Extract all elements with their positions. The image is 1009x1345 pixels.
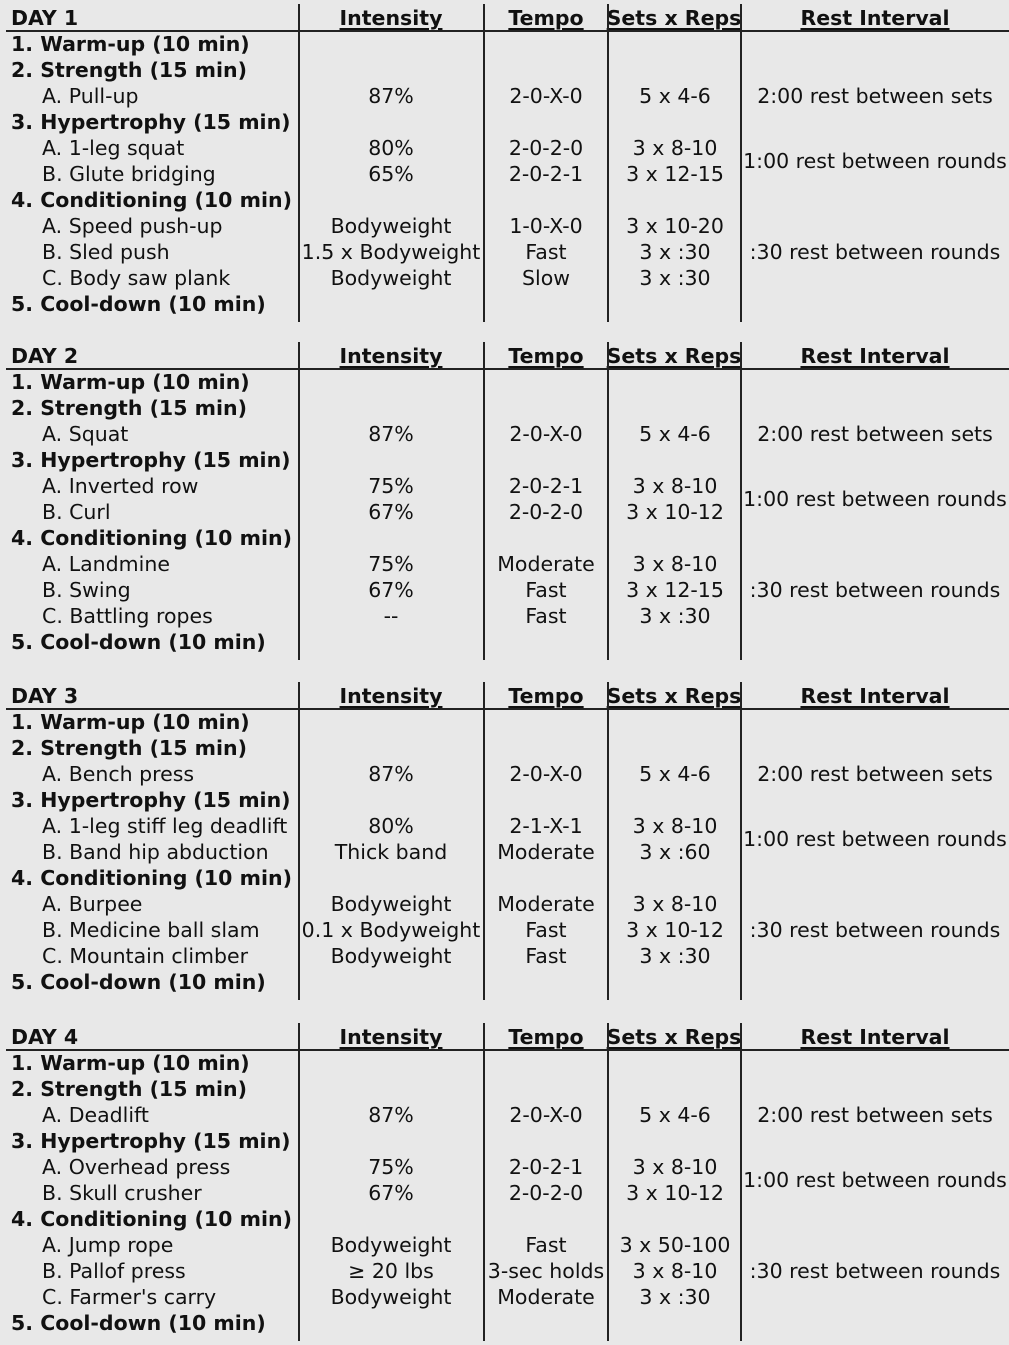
intensity-value: 80% [368,136,414,160]
intensity-value: 65% [368,162,414,186]
column-header-sets-reps: Sets x Reps [606,1025,742,1049]
intensity-value: Bodyweight [330,1285,452,1309]
exercise-name: A. 1-leg squat [42,136,185,160]
conditioning-row [0,1206,1009,1232]
sets-reps-value: 3 x 12-15 [626,162,724,186]
tempo-value: Moderate [497,1285,595,1309]
hypertrophy-row [0,109,1009,135]
strength-row [0,395,1009,421]
rest-interval: 1:00 rest between rounds [743,1168,1007,1192]
intensity-value: -- [383,604,399,628]
section-label: 2. Strength (15 min) [11,736,247,760]
tempo-value: 2-0-2-0 [508,1181,584,1205]
tempo-value: Fast [525,918,567,942]
exercise-name: B. Glute bridging [42,162,216,186]
day-title: DAY 3 [11,684,79,708]
day-header [0,1023,1009,1049]
warmup-row [0,369,1009,395]
intensity-value: 87% [368,1103,414,1127]
exercise-name: A. Bench press [42,762,195,786]
section-label: 5. Cool-down (10 min) [11,1311,266,1335]
section-label: 1. Warm-up (10 min) [11,370,250,394]
tempo-value: 2-0-X-0 [509,762,583,786]
intensity-value: Bodyweight [330,892,452,916]
tempo-value: 2-0-X-0 [509,1103,583,1127]
intensity-value: 80% [368,814,414,838]
exercise-name: C. Mountain climber [42,944,249,968]
strength-row [0,57,1009,83]
sets-reps-value: 5 x 4-6 [639,1103,711,1127]
intensity-value: Thick band [334,840,448,864]
tempo-value: Fast [525,604,567,628]
hypertrophy-row [0,447,1009,473]
exercise-name: C. Farmer's carry [42,1285,217,1309]
intensity-value: 87% [368,422,414,446]
tempo-value: Moderate [497,840,595,864]
day-title: DAY 2 [11,344,79,368]
column-header-intensity: Intensity [339,344,443,368]
exercise-name: A. Jump rope [42,1233,174,1257]
day-header [0,682,1009,708]
sets-reps-value: 3 x :30 [639,1285,711,1309]
section-label: 5. Cool-down (10 min) [11,970,266,994]
warmup-row [0,1050,1009,1076]
day-section [0,342,1009,660]
day-title: DAY 4 [11,1025,79,1049]
sets-reps-value: 3 x 8-10 [632,892,718,916]
warmup-row [0,709,1009,735]
hypertrophy-row [0,787,1009,813]
section-label: 3. Hypertrophy (15 min) [11,110,291,134]
tempo-value: Fast [525,578,567,602]
tempo-value: 3-sec holds [487,1259,605,1283]
column-header-tempo: Tempo [508,684,584,708]
rest-interval: 2:00 rest between sets [757,762,993,786]
exercise-name: A. Burpee [42,892,143,916]
exercise-name: C. Body saw plank [42,266,231,290]
tempo-value: 2-0-X-0 [509,422,583,446]
intensity-value: Bodyweight [330,944,452,968]
column-header-rest: Rest Interval [800,344,950,368]
tempo-value: 2-0-2-1 [508,1155,584,1179]
intensity-value: 67% [368,500,414,524]
intensity-value: 87% [368,762,414,786]
tempo-value: Moderate [497,552,595,576]
column-header-sets-reps: Sets x Reps [606,6,742,30]
sets-reps-value: 3 x 8-10 [632,814,718,838]
column-header-rest: Rest Interval [800,684,950,708]
sets-reps-value: 3 x 8-10 [632,474,718,498]
exercise-name: A. 1-leg stiff leg deadlift [42,814,288,838]
sets-reps-value: 3 x 10-12 [626,1181,724,1205]
exercise-row [0,551,1009,577]
sets-reps-value: 3 x 8-10 [632,552,718,576]
column-header-intensity: Intensity [339,1025,443,1049]
day-title: DAY 1 [11,6,79,30]
tempo-value: 2-0-X-0 [509,84,583,108]
exercise-row [0,603,1009,629]
section-label: 2. Strength (15 min) [11,58,247,82]
sets-reps-value: 5 x 4-6 [639,84,711,108]
rest-interval: 2:00 rest between sets [757,1103,993,1127]
exercise-name: B. Band hip abduction [42,840,269,864]
exercise-name: A. Squat [42,422,129,446]
sets-reps-value: 3 x 50-100 [619,1233,731,1257]
column-header-tempo: Tempo [508,1025,584,1049]
conditioning-row [0,187,1009,213]
sets-reps-value: 3 x 8-10 [632,1259,718,1283]
tempo-value: Fast [525,1233,567,1257]
exercise-name: B. Curl [42,500,111,524]
sets-reps-value: 3 x :30 [639,266,711,290]
sets-reps-value: 3 x 8-10 [632,136,718,160]
column-header-tempo: Tempo [508,6,584,30]
tempo-value: 2-1-X-1 [509,814,583,838]
exercise-name: A. Overhead press [42,1155,231,1179]
section-label: 2. Strength (15 min) [11,396,247,420]
exercise-name: C. Battling ropes [42,604,213,628]
sets-reps-value: 5 x 4-6 [639,422,711,446]
section-label: 1. Warm-up (10 min) [11,1051,250,1075]
section-label: 4. Conditioning (10 min) [11,526,292,550]
section-label: 1. Warm-up (10 min) [11,32,250,56]
exercise-name: B. Swing [42,578,131,602]
sets-reps-value: 5 x 4-6 [639,762,711,786]
day-header [0,342,1009,368]
intensity-value: 75% [368,1155,414,1179]
intensity-value: 75% [368,552,414,576]
sets-reps-value: 3 x :60 [639,840,711,864]
tempo-value: Moderate [497,892,595,916]
exercise-row [0,1232,1009,1258]
tempo-value: 2-0-2-1 [508,162,584,186]
sets-reps-value: 3 x 8-10 [632,1155,718,1179]
exercise-name: B. Medicine ball slam [42,918,260,942]
section-label: 3. Hypertrophy (15 min) [11,788,291,812]
section-label: 4. Conditioning (10 min) [11,1207,292,1231]
cooldown-row [0,1310,1009,1336]
section-label: 5. Cool-down (10 min) [11,292,266,316]
sets-reps-value: 3 x 12-15 [626,578,724,602]
cooldown-row [0,629,1009,655]
sets-reps-value: 3 x :30 [639,604,711,628]
sets-reps-value: 3 x 10-20 [626,214,724,238]
intensity-value: 87% [368,84,414,108]
exercise-name: B. Pallof press [42,1259,186,1283]
day-section [0,1023,1009,1341]
sets-reps-value: 3 x 10-12 [626,500,724,524]
column-header-tempo: Tempo [508,344,584,368]
exercise-name: A. Landmine [42,552,170,576]
rest-interval: 1:00 rest between rounds [743,149,1007,173]
rest-interval: 2:00 rest between sets [757,84,993,108]
tempo-value: Fast [525,944,567,968]
intensity-value: Bodyweight [330,266,452,290]
cooldown-row [0,291,1009,317]
conditioning-row [0,525,1009,551]
exercise-row [0,213,1009,239]
exercise-row [0,1284,1009,1310]
tempo-value: Slow [521,266,571,290]
section-label: 1. Warm-up (10 min) [11,710,250,734]
section-label: 4. Conditioning (10 min) [11,866,292,890]
exercise-row [0,943,1009,969]
cooldown-row [0,969,1009,995]
exercise-name: B. Sled push [42,240,170,264]
intensity-value: 67% [368,578,414,602]
strength-row [0,735,1009,761]
exercise-row [0,265,1009,291]
tempo-value: 2-0-2-0 [508,500,584,524]
tempo-value: 2-0-2-1 [508,474,584,498]
intensity-value: 1.5 x Bodyweight [301,240,481,264]
strength-row [0,1076,1009,1102]
section-label: 5. Cool-down (10 min) [11,630,266,654]
exercise-name: A. Speed push-up [42,214,223,238]
intensity-value: Bodyweight [330,214,452,238]
column-header-rest: Rest Interval [800,6,950,30]
column-header-intensity: Intensity [339,684,443,708]
section-label: 3. Hypertrophy (15 min) [11,448,291,472]
sets-reps-value: 3 x :30 [639,240,711,264]
sets-reps-value: 3 x 10-12 [626,918,724,942]
section-label: 3. Hypertrophy (15 min) [11,1129,291,1153]
column-header-rest: Rest Interval [800,1025,950,1049]
section-label: 2. Strength (15 min) [11,1077,247,1101]
column-header-intensity: Intensity [339,6,443,30]
day-section [0,682,1009,1000]
hypertrophy-row [0,1128,1009,1154]
rest-interval: 1:00 rest between rounds [743,487,1007,511]
day-header [0,4,1009,30]
exercise-name: A. Deadlift [42,1103,149,1127]
rest-interval: :30 rest between rounds [749,1259,1001,1283]
rest-interval: 2:00 rest between sets [757,422,993,446]
column-header-sets-reps: Sets x Reps [606,684,742,708]
intensity-value: 67% [368,1181,414,1205]
exercise-name: A. Pull-up [42,84,139,108]
exercise-row [0,891,1009,917]
warmup-row [0,31,1009,57]
tempo-value: 2-0-2-0 [508,136,584,160]
rest-interval: :30 rest between rounds [749,240,1001,264]
intensity-value: 0.1 x Bodyweight [301,918,481,942]
sets-reps-value: 3 x :30 [639,944,711,968]
exercise-name: B. Skull crusher [42,1181,202,1205]
intensity-value: ≥ 20 lbs [348,1259,434,1283]
rest-interval: 1:00 rest between rounds [743,827,1007,851]
rest-interval: :30 rest between rounds [749,918,1001,942]
column-header-sets-reps: Sets x Reps [606,344,742,368]
conditioning-row [0,865,1009,891]
exercise-name: A. Inverted row [42,474,199,498]
intensity-value: Bodyweight [330,1233,452,1257]
tempo-value: Fast [525,240,567,264]
rest-interval: :30 rest between rounds [749,578,1001,602]
day-section [0,4,1009,322]
intensity-value: 75% [368,474,414,498]
section-label: 4. Conditioning (10 min) [11,188,292,212]
tempo-value: 1-0-X-0 [509,214,583,238]
